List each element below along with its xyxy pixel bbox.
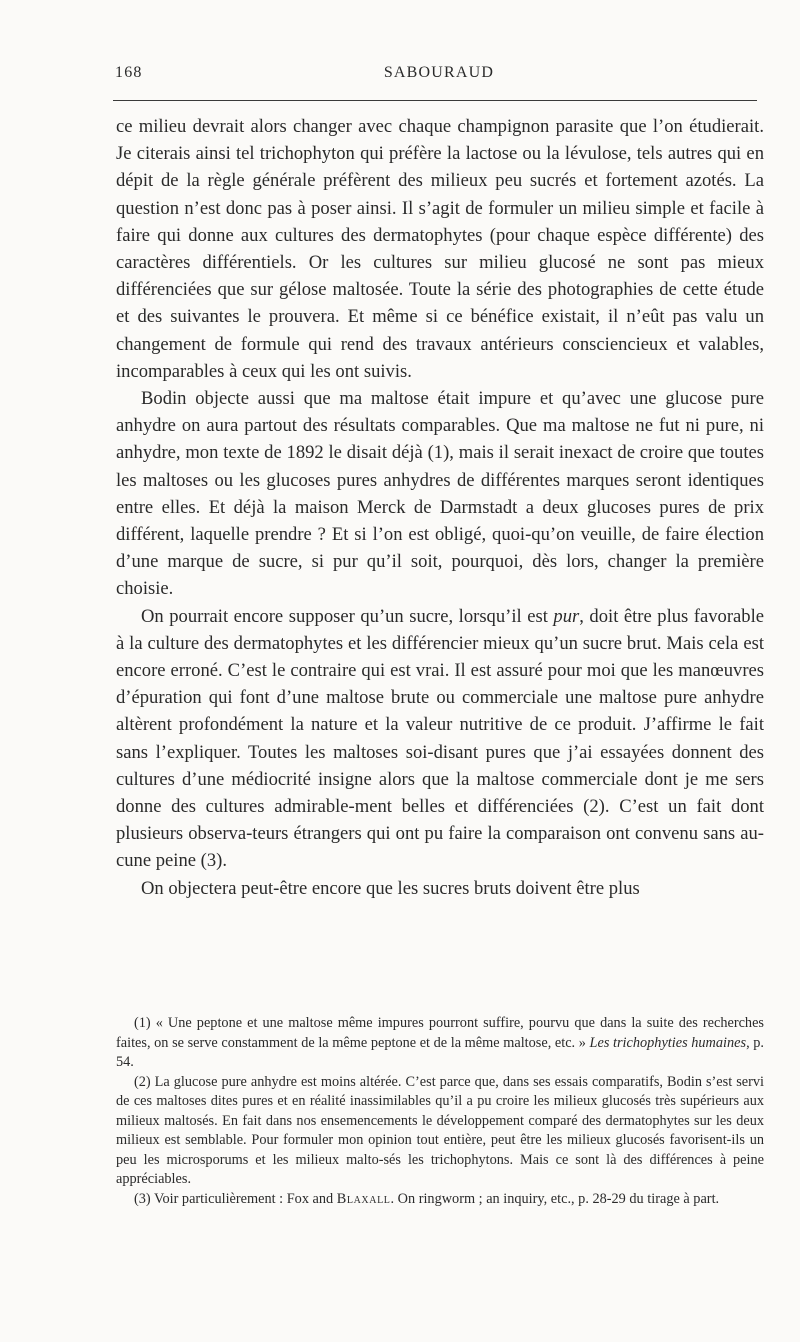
footnote-1-text: (1) « Une peptone et une maltose même impures pourront suffire, pourvu que dans la suite des recherches faites, on se serve constamment de la même peptone et de la même maltose, etc. » xyxy=(116,1015,764,1051)
footnote-3-author: Blaxall xyxy=(336,1190,391,1207)
paragraph-2: Bodin objecte aussi que ma maltose était impure et qu’avec une glucose pure anhydre on aura partout des résultats comparables. Que ma maltose ne fut ni pure, ni anhydre, mon texte de 1892 le disait déjà (1), mais il serait inexact de croire que toutes les maltoses ou les glucoses pures anhydres de différentes marques seront identiques entre elles. Et déjà la maison Merck de Darmstadt a deux glucoses pures de prix différent, laquelle prendre ? Et si l’on est obligé, quoi-qu’on veuille, de faire élection d’une marque de sucre, si pur qu’il soit, pourquoi, dès lors, changer la première choisie. xyxy=(116,388,764,600)
footnote-3 xyxy=(116,1190,764,1210)
page-number: 168 xyxy=(115,64,143,81)
footnote-2: (2) La glucose pure anhydre est moins altérée. C’est parce que, dans ses essais comparatifs, Bodin s’est servi de ces maltoses dites pures et en réalité inassimilables qu’il a pu croire les milieux glucosés très supérieurs aux milieux maltosés. En fait dans nos ensemencements le développement comparé des dermatophytes sur les deux milieux est semblable. Pour formuler mon opinion tout entière, peut être les milieux glucosés favorisent-ils un peu les microsporums et les milieux malto-sés les trichophytons. Mais ce sont là des différences à peine appréciables. xyxy=(116,1073,764,1187)
footnote-1 xyxy=(116,1014,764,1073)
running-title: SABOURAUD xyxy=(383,64,495,81)
paragraph-3 xyxy=(116,603,764,875)
header-rule xyxy=(113,100,757,101)
paragraph-3-start: On pourrait encore supposer qu’un sucre, lorsqu’il est xyxy=(141,605,554,627)
footnote-3-rest: . On ringworm ; an inquiry, etc., p. 28-29 du tirage à part. xyxy=(390,1190,720,1207)
footnote-3-text: (3) Voir particulièrement : Fox and xyxy=(134,1190,337,1207)
emphasis-pur: pur xyxy=(553,605,580,627)
running-head xyxy=(113,64,765,86)
footnote-1-title: Les trichophyties humaines xyxy=(589,1034,747,1051)
footnotes xyxy=(116,1014,764,1209)
paragraph-3-rest: , doit être plus favorable à la culture des dermatophytes et les différencier mieux qu’un sucre brut. Mais cela est encore erroné. C’est le contraire qui est vrai. Il est assuré pour moi que les manœuvres d’épuration qui font d’une maltose brute ou commerciale une maltose pure anhydre altèrent profondément la nature et la valeur nutritive de ce produit. J’affirme le fait sans l’expliquer. Toutes les maltoses soi-disant pures que j’ai essayées donnent des cultures d’une médiocrité insigne alors que la maltose commerciale dont je me sers donne des cultures admirable-ment belles et différenciées (2). C’est un fait dont plusieurs observa-teurs étrangers qui ont pu faire la comparaison ont convenu sans au-cune peine (3). xyxy=(116,605,765,872)
paragraph-4: On objectera peut-être encore que les sucres bruts doivent être plus xyxy=(141,877,640,899)
footnote-1-page: , p. 54. xyxy=(116,1034,764,1070)
main-text xyxy=(116,113,764,902)
paragraph-1: ce milieu devrait alors changer avec chaque champignon parasite que l’on étudierait. Je citerais ainsi tel trichophyton qui préfère la lactose ou la lévulose, tels autres qui en dépit de la règle générale préfèrent des milieux peu sucrés et fortement azotés. La question n’est donc pas à poser ainsi. Il s’agit de formuler un milieu simple et facile à faire qui donne aux cultures des dermatophytes (pour chaque espèce différente) des caractères différentiels. Or les cultures sur milieu glucosé ne sont pas mieux différenciées que sur gélose maltosée. Toute la série des photographies de cette étude et des suivantes le prouvera. Et même si ce bénéfice existait, il n’eût pas valu un changement de formule qui rend des travaux antérieurs consciencieux et valables, incomparables à ceux qui les ont suivis. xyxy=(116,116,764,382)
